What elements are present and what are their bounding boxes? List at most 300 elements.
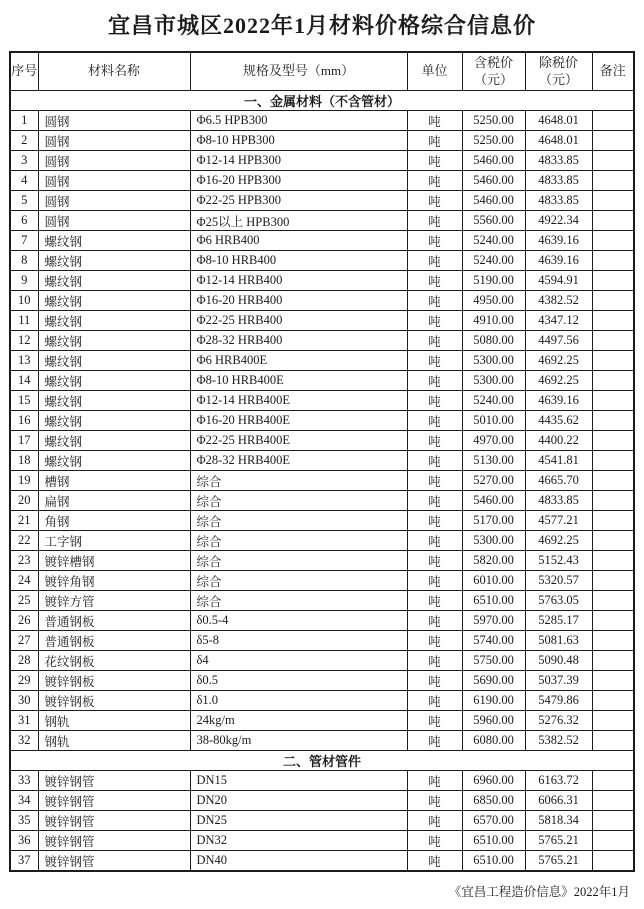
cell-price-no-tax: 4639.16 [525,251,592,271]
table-row [10,251,634,271]
cell-unit: 吨 [407,431,462,451]
cell-spec-model: DN20 [190,791,407,811]
cell-unit: 吨 [407,491,462,511]
cell-row-number: 13 [10,351,38,371]
cell-material-name: 圆钢 [38,171,190,191]
cell-row-number: 22 [10,531,38,551]
cell-note [592,151,634,171]
cell-price-no-tax: 5090.48 [525,651,592,671]
table-row [10,271,634,291]
cell-note [592,771,634,791]
cell-unit: 吨 [407,231,462,251]
cell-note [592,271,634,291]
table-row [10,651,634,671]
cell-note [592,311,634,331]
cell-row-number: 23 [10,551,38,571]
cell-price-with-tax: 6850.00 [462,791,525,811]
cell-spec-model: 综合 [190,591,407,611]
cell-note [592,551,634,571]
cell-price-no-tax: 4833.85 [525,491,592,511]
cell-note [592,111,634,131]
cell-unit: 吨 [407,351,462,371]
cell-material-name: 螺纹钢 [38,391,190,411]
table-row [10,831,634,851]
cell-spec-model: 综合 [190,511,407,531]
cell-material-name: 镀锌钢板 [38,671,190,691]
cell-material-name: 镀锌角钢 [38,571,190,591]
table-row [10,431,634,451]
cell-unit: 吨 [407,831,462,851]
cell-row-number: 6 [10,211,38,231]
section-label: 二、管材管件 [10,751,634,771]
cell-spec-model: δ4 [190,651,407,671]
cell-spec-model: Φ22-25 HPB300 [190,191,407,211]
cell-price-with-tax: 5460.00 [462,171,525,191]
cell-price-with-tax: 5170.00 [462,511,525,531]
cell-row-number: 36 [10,831,38,851]
cell-price-with-tax: 5740.00 [462,631,525,651]
cell-row-number: 21 [10,511,38,531]
cell-spec-model: 综合 [190,531,407,551]
cell-price-no-tax: 5479.86 [525,691,592,711]
cell-spec-model: 38-80kg/m [190,731,407,751]
table-row [10,231,634,251]
section-header-row [10,751,634,771]
cell-material-name: 普通钢板 [38,631,190,651]
cell-note [592,591,634,611]
cell-price-with-tax: 5560.00 [462,211,525,231]
footer-source: 《宜昌工程造价信息》2022年1月 [448,885,630,899]
column-header: 单位 [407,52,462,91]
cell-note [592,571,634,591]
table-row [10,631,634,651]
cell-material-name: 圆钢 [38,151,190,171]
column-header: 除税价 （元） [525,52,592,91]
table-row [10,291,634,311]
cell-note [592,351,634,371]
cell-price-with-tax: 5130.00 [462,451,525,471]
cell-row-number: 16 [10,411,38,431]
cell-unit: 吨 [407,811,462,831]
cell-row-number: 10 [10,291,38,311]
cell-price-no-tax: 4541.81 [525,451,592,471]
cell-spec-model: Φ6 HRB400 [190,231,407,251]
table-row [10,351,634,371]
cell-unit: 吨 [407,411,462,431]
cell-price-no-tax: 4692.25 [525,531,592,551]
cell-row-number: 17 [10,431,38,451]
cell-price-no-tax: 4497.56 [525,331,592,351]
cell-unit: 吨 [407,511,462,531]
cell-note [592,831,634,851]
cell-note [592,231,634,251]
cell-spec-model: 综合 [190,491,407,511]
cell-price-no-tax: 4922.34 [525,211,592,231]
cell-unit: 吨 [407,151,462,171]
cell-price-no-tax: 5276.32 [525,711,592,731]
cell-spec-model: Φ16-20 HRB400E [190,411,407,431]
cell-material-name: 螺纹钢 [38,371,190,391]
cell-note [592,411,634,431]
cell-spec-model: DN25 [190,811,407,831]
cell-material-name: 螺纹钢 [38,271,190,291]
cell-spec-model: δ0.5-4 [190,611,407,631]
cell-spec-model: Φ8-10 HPB300 [190,131,407,151]
cell-price-with-tax: 6080.00 [462,731,525,751]
cell-row-number: 2 [10,131,38,151]
cell-material-name: 镀锌钢板 [38,691,190,711]
cell-material-name: 螺纹钢 [38,351,190,371]
cell-unit: 吨 [407,311,462,331]
cell-material-name: 镀锌钢管 [38,771,190,791]
cell-material-name: 镀锌钢管 [38,831,190,851]
cell-row-number: 31 [10,711,38,731]
cell-spec-model: Φ28-32 HRB400 [190,331,407,351]
table-row [10,731,634,751]
cell-row-number: 12 [10,331,38,351]
cell-price-no-tax: 4639.16 [525,391,592,411]
section-header-row [10,91,634,111]
cell-unit: 吨 [407,191,462,211]
cell-row-number: 9 [10,271,38,291]
cell-unit: 吨 [407,531,462,551]
cell-unit: 吨 [407,851,462,872]
cell-price-with-tax: 5080.00 [462,331,525,351]
cell-row-number: 18 [10,451,38,471]
cell-price-with-tax: 5240.00 [462,391,525,411]
cell-material-name: 螺纹钢 [38,231,190,251]
cell-spec-model: δ0.5 [190,671,407,691]
cell-price-no-tax: 4400.22 [525,431,592,451]
cell-row-number: 1 [10,111,38,131]
cell-row-number: 34 [10,791,38,811]
cell-spec-model: DN40 [190,851,407,872]
cell-unit: 吨 [407,451,462,471]
cell-unit: 吨 [407,671,462,691]
cell-note [592,731,634,751]
cell-price-with-tax: 5960.00 [462,711,525,731]
cell-row-number: 14 [10,371,38,391]
column-header: 序号 [10,52,38,91]
cell-note [592,671,634,691]
header-row [10,52,634,91]
cell-unit: 吨 [407,631,462,651]
cell-unit: 吨 [407,331,462,351]
cell-material-name: 钢轨 [38,731,190,751]
cell-price-with-tax: 6190.00 [462,691,525,711]
cell-spec-model: Φ22-25 HRB400E [190,431,407,451]
cell-unit: 吨 [407,371,462,391]
cell-price-with-tax: 5300.00 [462,351,525,371]
cell-price-with-tax: 5250.00 [462,111,525,131]
cell-note [592,791,634,811]
cell-row-number: 5 [10,191,38,211]
cell-row-number: 24 [10,571,38,591]
cell-spec-model: Φ28-32 HRB400E [190,451,407,471]
table-row [10,851,634,872]
cell-note [592,711,634,731]
table-row [10,771,634,791]
cell-price-no-tax: 4665.70 [525,471,592,491]
table-row [10,591,634,611]
cell-price-no-tax: 6066.31 [525,791,592,811]
cell-price-no-tax: 6163.72 [525,771,592,791]
cell-spec-model: DN15 [190,771,407,791]
cell-spec-model: Φ16-20 HRB400 [190,291,407,311]
cell-price-with-tax: 6570.00 [462,811,525,831]
cell-spec-model: Φ12-14 HRB400E [190,391,407,411]
cell-material-name: 槽钢 [38,471,190,491]
cell-note [592,811,634,831]
cell-price-with-tax: 6510.00 [462,831,525,851]
cell-spec-model: Φ8-10 HRB400E [190,371,407,391]
cell-row-number: 4 [10,171,38,191]
column-header: 含税价 （元） [462,52,525,91]
page-title: 宜昌市城区2022年1月材料价格综合信息价 [107,13,536,38]
cell-unit: 吨 [407,471,462,491]
cell-note [592,631,634,651]
cell-material-name: 螺纹钢 [38,291,190,311]
cell-row-number: 8 [10,251,38,271]
table-row [10,671,634,691]
cell-price-no-tax: 4833.85 [525,171,592,191]
cell-price-with-tax: 5250.00 [462,131,525,151]
cell-material-name: 螺纹钢 [38,311,190,331]
cell-price-with-tax: 4910.00 [462,311,525,331]
cell-price-no-tax: 4639.16 [525,231,592,251]
cell-spec-model: Φ16-20 HPB300 [190,171,407,191]
cell-row-number: 7 [10,231,38,251]
cell-spec-model: 综合 [190,471,407,491]
cell-row-number: 11 [10,311,38,331]
cell-price-no-tax: 4435.62 [525,411,592,431]
cell-spec-model: DN32 [190,831,407,851]
cell-price-with-tax: 5460.00 [462,491,525,511]
cell-row-number: 35 [10,811,38,831]
table-row [10,531,634,551]
cell-price-with-tax: 5190.00 [462,271,525,291]
cell-unit: 吨 [407,131,462,151]
cell-note [592,511,634,531]
cell-material-name: 镀锌钢管 [38,851,190,872]
cell-material-name: 扁钢 [38,491,190,511]
cell-unit: 吨 [407,391,462,411]
cell-price-with-tax: 5010.00 [462,411,525,431]
cell-unit: 吨 [407,571,462,591]
cell-unit: 吨 [407,791,462,811]
cell-spec-model: Φ6 HRB400E [190,351,407,371]
cell-note [592,391,634,411]
cell-price-no-tax: 4577.21 [525,511,592,531]
cell-price-with-tax: 5460.00 [462,151,525,171]
table-row [10,451,634,471]
cell-unit: 吨 [407,731,462,751]
column-header: 规格及型号（mm） [190,52,407,91]
cell-material-name: 螺纹钢 [38,411,190,431]
cell-material-name: 螺纹钢 [38,451,190,471]
cell-price-with-tax: 5460.00 [462,191,525,211]
table-header [10,52,634,91]
cell-unit: 吨 [407,551,462,571]
table-row [10,411,634,431]
cell-price-with-tax: 4970.00 [462,431,525,451]
table-row [10,311,634,331]
cell-spec-model: Φ25以上 HPB300 [190,211,407,231]
cell-spec-model: δ5-8 [190,631,407,651]
cell-note [592,211,634,231]
cell-price-no-tax: 4833.85 [525,151,592,171]
table-row [10,371,634,391]
cell-price-no-tax: 5037.39 [525,671,592,691]
cell-material-name: 螺纹钢 [38,331,190,351]
cell-material-name: 角钢 [38,511,190,531]
cell-note [592,851,634,872]
cell-material-name: 花纹钢板 [38,651,190,671]
section-label: 一、金属材料（不含管材） [10,91,634,111]
cell-price-with-tax: 5300.00 [462,531,525,551]
cell-note [592,331,634,351]
cell-material-name: 圆钢 [38,131,190,151]
cell-note [592,131,634,151]
cell-note [592,191,634,211]
cell-unit: 吨 [407,271,462,291]
cell-price-no-tax: 4692.25 [525,351,592,371]
cell-unit: 吨 [407,711,462,731]
cell-note [592,451,634,471]
cell-unit: 吨 [407,211,462,231]
cell-price-with-tax: 6010.00 [462,571,525,591]
cell-price-with-tax: 5240.00 [462,251,525,271]
cell-price-no-tax: 5765.21 [525,831,592,851]
cell-price-no-tax: 4692.25 [525,371,592,391]
cell-material-name: 镀锌钢管 [38,811,190,831]
table-row [10,791,634,811]
cell-note [592,471,634,491]
cell-price-with-tax: 6960.00 [462,771,525,791]
cell-price-with-tax: 5970.00 [462,611,525,631]
cell-material-name: 螺纹钢 [38,431,190,451]
table-body [10,91,634,872]
cell-row-number: 32 [10,731,38,751]
table-row [10,171,634,191]
cell-material-name: 镀锌槽钢 [38,551,190,571]
cell-spec-model: Φ8-10 HRB400 [190,251,407,271]
cell-price-no-tax: 5765.21 [525,851,592,872]
table-row [10,331,634,351]
column-header: 备注 [592,52,634,91]
cell-spec-model: 综合 [190,571,407,591]
cell-note [592,371,634,391]
table-row [10,191,634,211]
cell-price-with-tax: 6510.00 [462,851,525,872]
cell-price-no-tax: 4347.12 [525,311,592,331]
cell-material-name: 圆钢 [38,111,190,131]
table-row [10,131,634,151]
cell-unit: 吨 [407,171,462,191]
cell-note [592,291,634,311]
cell-price-with-tax: 5270.00 [462,471,525,491]
cell-unit: 吨 [407,611,462,631]
cell-material-name: 螺纹钢 [38,251,190,271]
cell-price-no-tax: 5763.05 [525,591,592,611]
cell-note [592,431,634,451]
table-row [10,711,634,731]
table-row [10,691,634,711]
table-row [10,611,634,631]
cell-material-name: 工字钢 [38,531,190,551]
cell-price-no-tax: 4382.52 [525,291,592,311]
cell-material-name: 圆钢 [38,191,190,211]
cell-spec-model: Φ12-14 HRB400 [190,271,407,291]
cell-spec-model: 综合 [190,551,407,571]
cell-material-name: 镀锌方管 [38,591,190,611]
cell-note [592,651,634,671]
table-row [10,471,634,491]
cell-row-number: 29 [10,671,38,691]
cell-price-with-tax: 5690.00 [462,671,525,691]
table-row [10,391,634,411]
cell-price-no-tax: 4594.91 [525,271,592,291]
cell-price-no-tax: 5081.63 [525,631,592,651]
cell-unit: 吨 [407,111,462,131]
cell-row-number: 3 [10,151,38,171]
cell-price-no-tax: 5152.43 [525,551,592,571]
cell-unit: 吨 [407,691,462,711]
table-row [10,551,634,571]
cell-row-number: 37 [10,851,38,872]
cell-price-with-tax: 5300.00 [462,371,525,391]
table-row [10,491,634,511]
cell-note [592,531,634,551]
table-row [10,151,634,171]
cell-row-number: 25 [10,591,38,611]
table-row [10,511,634,531]
cell-material-name: 镀锌钢管 [38,791,190,811]
material-price-table [9,51,635,872]
cell-spec-model: Φ6.5 HPB300 [190,111,407,131]
table-row [10,571,634,591]
cell-note [592,491,634,511]
cell-row-number: 28 [10,651,38,671]
cell-row-number: 33 [10,771,38,791]
cell-spec-model: Φ22-25 HRB400 [190,311,407,331]
cell-note [592,611,634,631]
cell-price-with-tax: 4950.00 [462,291,525,311]
cell-row-number: 20 [10,491,38,511]
cell-price-no-tax: 5320.57 [525,571,592,591]
table-row [10,211,634,231]
cell-unit: 吨 [407,771,462,791]
cell-price-no-tax: 4833.85 [525,191,592,211]
cell-material-name: 钢轨 [38,711,190,731]
cell-note [592,251,634,271]
cell-row-number: 26 [10,611,38,631]
cell-price-with-tax: 5240.00 [462,231,525,251]
cell-spec-model: Φ12-14 HPB300 [190,151,407,171]
cell-unit: 吨 [407,651,462,671]
cell-price-with-tax: 6510.00 [462,591,525,611]
cell-price-with-tax: 5750.00 [462,651,525,671]
cell-unit: 吨 [407,251,462,271]
cell-note [592,691,634,711]
cell-price-no-tax: 5382.52 [525,731,592,751]
cell-note [592,171,634,191]
column-header: 材料名称 [38,52,190,91]
cell-row-number: 19 [10,471,38,491]
cell-price-no-tax: 4648.01 [525,131,592,151]
cell-price-no-tax: 4648.01 [525,111,592,131]
cell-row-number: 30 [10,691,38,711]
